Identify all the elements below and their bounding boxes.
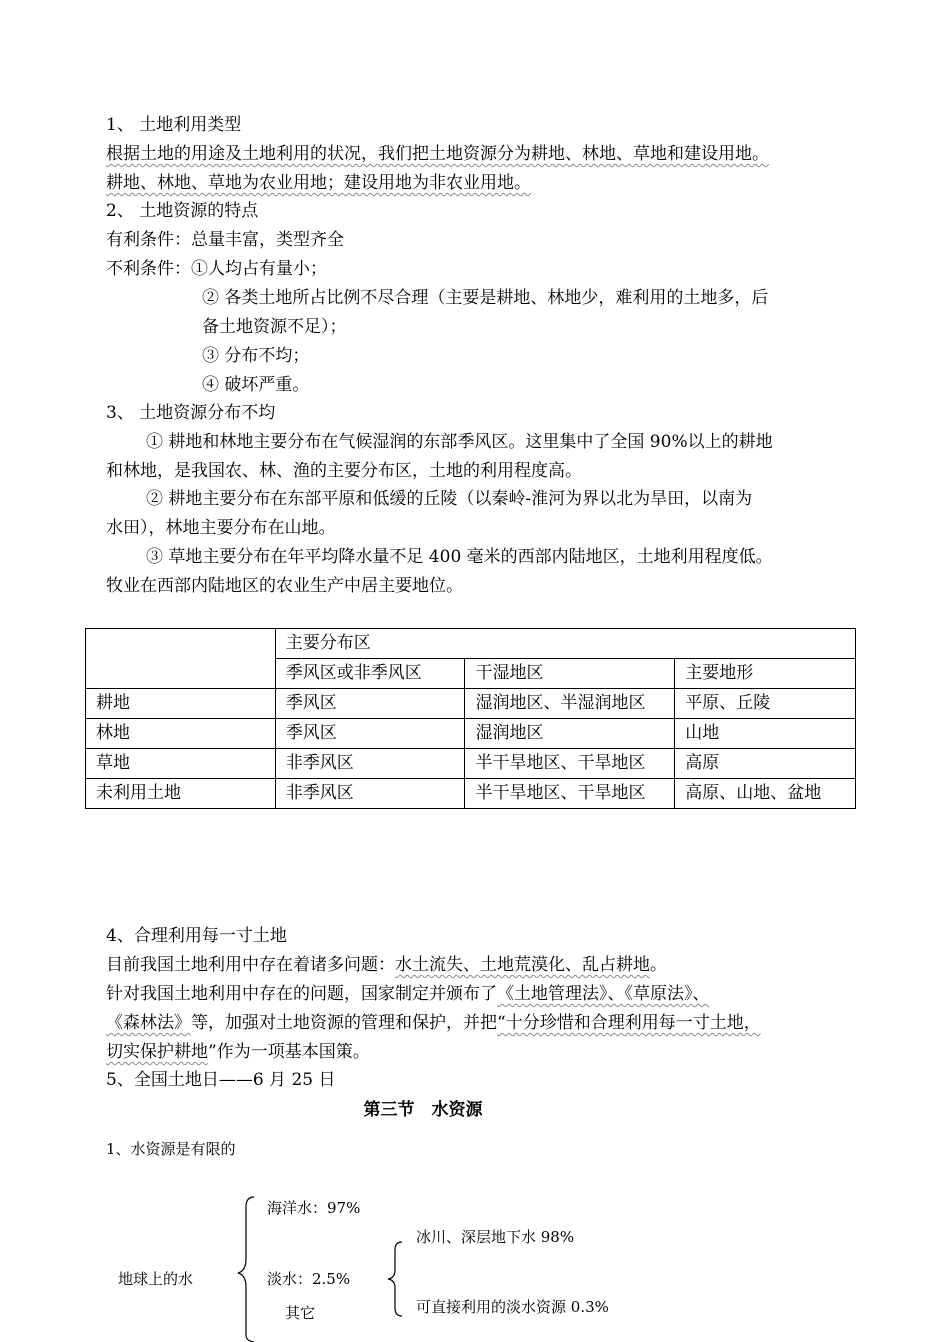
water-section-heading: 第三节 水资源 <box>363 1100 483 1120</box>
water-sub1: 1、水资源是有限的 <box>106 1140 236 1158</box>
section1-para1: 根据土地的用途及土地利用的状况，我们把土地资源分为耕地、林地、草地和建设用地。 <box>106 144 769 164</box>
section1-title: 1、 土地利用类型 <box>106 115 242 135</box>
glacier-water-label: 冰川、深层地下水 98% <box>416 1228 575 1246</box>
table-row <box>86 719 856 749</box>
section3-p3a: ③ 草地主要分布在年平均降水量不足 400 毫米的西部内陆地区，土地利用程度低。 <box>146 547 773 567</box>
table-row <box>86 689 856 719</box>
section3-p2b: 水田），林地主要分布在山地。 <box>106 518 336 538</box>
section1-para2: 耕地、林地、草地为农业用地；建设用地为非农业用地。 <box>106 173 531 193</box>
row-name-cell: 林地 <box>86 719 276 749</box>
land-distribution-table <box>85 628 856 809</box>
table-row <box>86 779 856 809</box>
humidity-cell: 半干旱地区、干旱地区 <box>465 749 675 779</box>
monsoon-cell: 非季风区 <box>275 779 465 809</box>
table-group-header: 主要分布区 <box>275 629 855 659</box>
section5-title: 5、全国土地日——6 月 25 日 <box>106 1070 336 1090</box>
earth-water-label: 地球上的水 <box>118 1270 194 1288</box>
humidity-cell: 湿润地区 <box>465 719 675 749</box>
table-header-row <box>86 629 856 659</box>
disadvantage-item-4: ④ 破坏严重。 <box>202 375 310 395</box>
terrain-cell: 平原、丘陵 <box>675 689 856 719</box>
section3-p1a: ① 耕地和林地主要分布在气候湿润的东部季风区。这里集中了全国 90%以上的耕地 <box>146 432 773 452</box>
table-row <box>86 749 856 779</box>
section4-p2a: 针对我国土地利用中存在的问题，国家制定并颁布了《土地管理法》、《草原法》、 <box>106 984 710 1004</box>
disadvantage-item-2a: ② 各类土地所占比例不尽合理（主要是耕地、林地少，难利用的土地多，后 <box>202 288 769 308</box>
section4-title: 4、合理利用每一寸土地 <box>106 926 287 946</box>
monsoon-cell: 季风区 <box>275 719 465 749</box>
terrain-cell: 山地 <box>675 719 856 749</box>
monsoon-cell: 非季风区 <box>275 749 465 779</box>
humidity-cell: 湿润地区、半湿润地区 <box>465 689 675 719</box>
section3-title: 3、 土地资源分布不均 <box>106 403 276 423</box>
humidity-cell: 半干旱地区、干旱地区 <box>465 779 675 809</box>
terrain-cell: 高原、山地、盆地 <box>675 779 856 809</box>
section3-p2a: ② 耕地主要分布在东部平原和低缓的丘陵（以秦岭-淮河为界以北为旱田，以南为 <box>146 489 753 509</box>
column-header-terrain: 主要地形 <box>675 659 856 689</box>
section2-title: 2、 土地资源的特点 <box>106 201 259 221</box>
table-corner-cell <box>86 629 276 689</box>
column-header-monsoon: 季风区或非季风区 <box>275 659 465 689</box>
row-name-cell: 草地 <box>86 749 276 779</box>
row-name-cell: 未利用土地 <box>86 779 276 809</box>
section4-p2c: 切实保护耕地”作为一项基本国策。 <box>106 1042 370 1062</box>
disadvantage-label: 不利条件：①人均占有量小； <box>106 259 327 279</box>
row-name-cell: 耕地 <box>86 689 276 719</box>
disadvantage-item-3: ③ 分布不均； <box>202 346 310 366</box>
usable-water-label: 可直接利用的淡水资源 0.3% <box>416 1298 609 1316</box>
ocean-water-label: 海洋水：97% <box>267 1199 361 1217</box>
section3-p1b: 和林地，是我国农、林、渔的主要分布区，土地的利用程度高。 <box>106 461 582 481</box>
disadvantage-item-2b: 备土地资源不足）； <box>202 317 347 337</box>
water-brace-large <box>232 1195 258 1342</box>
terrain-cell: 高原 <box>675 749 856 779</box>
monsoon-cell: 季风区 <box>275 689 465 719</box>
other-water-label: 其它 <box>285 1304 316 1322</box>
section4-p2b: 《森林法》等，加强对土地资源的管理和保护，并把“十分珍惜和合理利用每一寸土地， <box>106 1013 761 1033</box>
fresh-water-label: 淡水：2.5% <box>267 1270 351 1288</box>
water-brace-small <box>384 1240 406 1318</box>
column-header-humidity: 干湿地区 <box>465 659 675 689</box>
advantage-text: 有利条件：总量丰富，类型齐全 <box>106 230 344 250</box>
section4-p1: 目前我国土地利用中存在着诸多问题：水土流失、土地荒漠化、乱占耕地。 <box>106 955 667 975</box>
section3-p3b: 牧业在西部内陆地区的农业生产中居主要地位。 <box>106 576 463 596</box>
